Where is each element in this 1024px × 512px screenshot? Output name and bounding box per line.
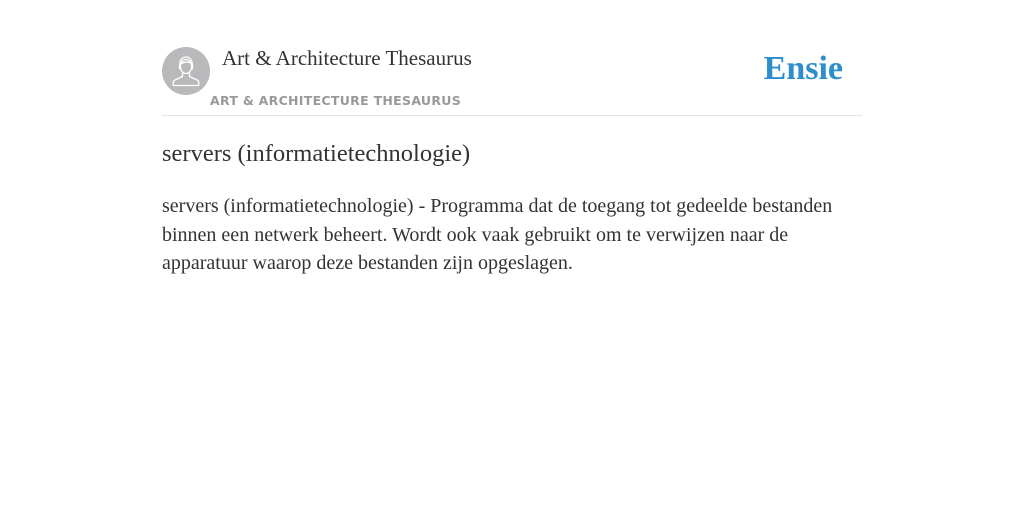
- author-name[interactable]: Art & Architecture Thesaurus: [222, 46, 472, 70]
- source-label: ART & ARCHITECTURE THESAURUS: [210, 93, 462, 108]
- ensie-logo[interactable]: Ensie: [763, 50, 843, 87]
- term-title: servers (informatietechnologie): [162, 140, 471, 167]
- definition-text: servers (informatietechnologie) - Programma dat de toegang tot gedeelde bestanden binnen een netwerk beheert. Wordt ook vaak gebruikt om te verwijzen naar de apparatuur waarop deze bestanden zijn opgeslagen.: [162, 195, 833, 274]
- avatar[interactable]: [162, 47, 210, 95]
- user-silhouette-icon: [162, 47, 210, 95]
- article-header: [162, 0, 862, 116]
- page-container: [162, 0, 862, 274]
